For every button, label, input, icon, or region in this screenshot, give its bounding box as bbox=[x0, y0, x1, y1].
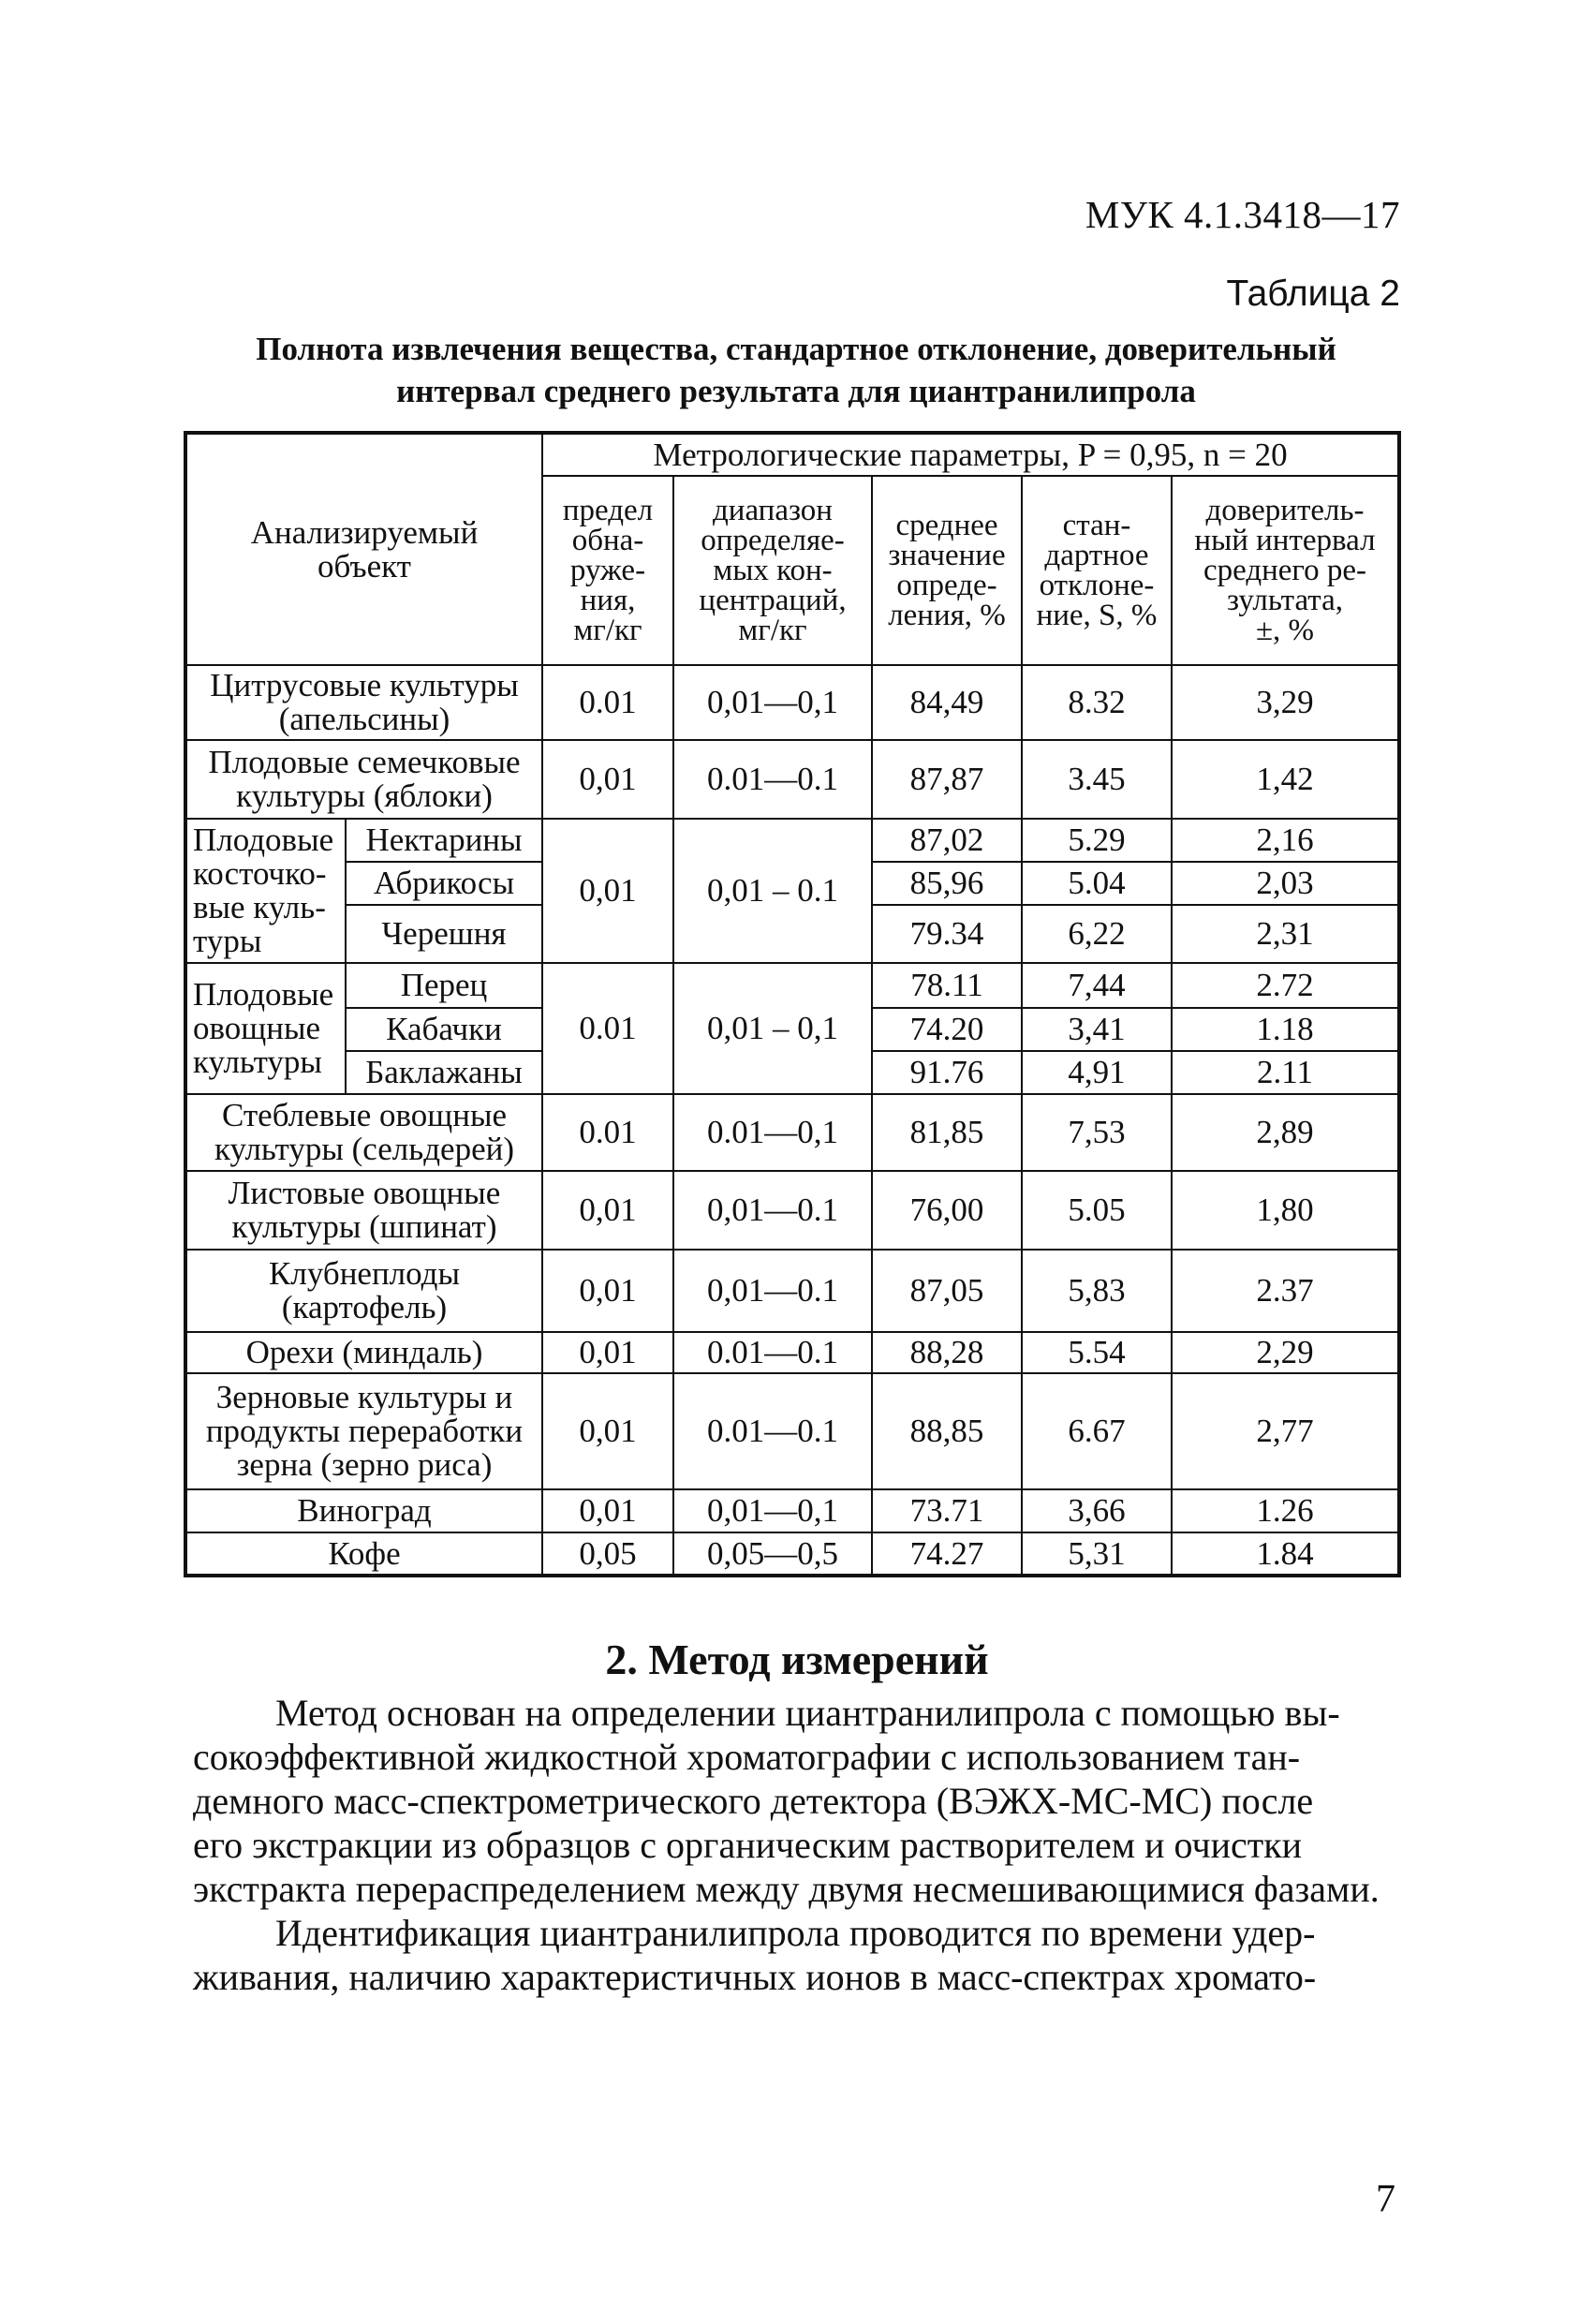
text-line: Метод основан на определении циантранилипрола с помощью вы- bbox=[275, 1692, 1340, 1734]
range-cell: 0,01 – 0.1 bbox=[673, 819, 872, 963]
sd-cell: 8.32 bbox=[1022, 665, 1172, 740]
ci-cell: 2.72 bbox=[1172, 963, 1399, 1008]
limit-cell: 0,01 bbox=[542, 819, 673, 963]
mean-cell: 88,28 bbox=[872, 1332, 1022, 1373]
text-line: живания, наличию характеристичных ионов в масс-спектрах хромато- bbox=[193, 1956, 1317, 1998]
object-cell: Виноград bbox=[185, 1489, 542, 1532]
sd-cell: 5.04 bbox=[1022, 862, 1172, 905]
mean-cell: 74.27 bbox=[872, 1532, 1022, 1576]
mean-cell: 74.20 bbox=[872, 1008, 1022, 1051]
ci-cell: 2,77 bbox=[1172, 1373, 1399, 1489]
sd-cell: 6,22 bbox=[1022, 905, 1172, 963]
sd-cell: 5.29 bbox=[1022, 819, 1172, 862]
object-cell: Зерновые культуры и продукты переработки зерна (зерно риса) bbox=[185, 1373, 542, 1489]
metrology-table bbox=[184, 431, 1401, 1577]
object-cell: Орехи (миндаль) bbox=[185, 1332, 542, 1373]
mean-cell: 87,02 bbox=[872, 819, 1022, 862]
paragraph-method bbox=[193, 1691, 1410, 1911]
range-cell: 0.01—0.1 bbox=[673, 1332, 872, 1373]
object-cell: Плодовые семечковые культуры (яблоки) bbox=[185, 740, 542, 819]
limit-cell: 0,05 bbox=[542, 1532, 673, 1576]
range-cell: 0,01—0,1 bbox=[673, 665, 872, 740]
range-cell: 0,01—0.1 bbox=[673, 1250, 872, 1332]
limit-cell: 0.01 bbox=[542, 665, 673, 740]
table-row bbox=[185, 665, 1399, 740]
subitem-cell: Абрикосы bbox=[346, 862, 542, 905]
text-line: экстракта перераспределением между двумя несмешивающимися фазами. bbox=[193, 1868, 1380, 1910]
range-cell: 0,05—0,5 bbox=[673, 1532, 872, 1576]
ci-cell: 1,42 bbox=[1172, 740, 1399, 819]
limit-cell: 0,01 bbox=[542, 1250, 673, 1332]
paragraph-identification bbox=[193, 1911, 1410, 1999]
mean-cell: 87,87 bbox=[872, 740, 1022, 819]
mean-cell: 73.71 bbox=[872, 1489, 1022, 1532]
subitem-cell: Баклажаны bbox=[346, 1051, 542, 1094]
text-line: демного масс-спектрометрического детектора (ВЭЖХ-МС-МС) после bbox=[193, 1780, 1314, 1822]
ci-cell: 1.26 bbox=[1172, 1489, 1399, 1532]
caption-line: интервал среднего результата для циантранилипрола bbox=[396, 373, 1196, 409]
text-line: Идентификация циантранилипрола проводится по времени удер- bbox=[275, 1912, 1316, 1954]
table-row bbox=[185, 1332, 1399, 1373]
range-cell: 0.01—0.1 bbox=[673, 740, 872, 819]
table-row bbox=[185, 963, 1399, 1008]
sd-cell: 3.45 bbox=[1022, 740, 1172, 819]
object-cell: Листовые овощные культуры (шпинат) bbox=[185, 1171, 542, 1250]
object-cell: Стеблевые овощные культуры (сельдерей) bbox=[185, 1094, 542, 1171]
text-line: сокоэффективной жидкостной хроматографии с использованием тан- bbox=[193, 1736, 1301, 1778]
limit-cell: 0,01 bbox=[542, 1171, 673, 1250]
group-header-cell: Метрологические параметры, P = 0,95, n = 20 bbox=[542, 433, 1399, 476]
table-row bbox=[185, 1489, 1399, 1532]
column-header-range: диапазон определяе- мых кон- центраций, мг/кг bbox=[673, 476, 872, 665]
range-cell: 0,01 – 0,1 bbox=[673, 963, 872, 1094]
table-row bbox=[185, 1373, 1399, 1489]
sd-cell: 6.67 bbox=[1022, 1373, 1172, 1489]
sd-cell: 3,66 bbox=[1022, 1489, 1172, 1532]
mean-cell: 88,85 bbox=[872, 1373, 1022, 1489]
ci-cell: 2,29 bbox=[1172, 1332, 1399, 1373]
subitem-cell: Черешня bbox=[346, 905, 542, 963]
sd-cell: 5.05 bbox=[1022, 1171, 1172, 1250]
ci-cell: 1,80 bbox=[1172, 1171, 1399, 1250]
ci-cell: 2.11 bbox=[1172, 1051, 1399, 1094]
limit-cell: 0,01 bbox=[542, 1332, 673, 1373]
limit-cell: 0,01 bbox=[542, 1373, 673, 1489]
ci-cell: 1.84 bbox=[1172, 1532, 1399, 1576]
mean-cell: 81,85 bbox=[872, 1094, 1022, 1171]
ci-cell: 2,03 bbox=[1172, 862, 1399, 905]
table-row bbox=[185, 819, 1399, 862]
ci-cell: 3,29 bbox=[1172, 665, 1399, 740]
mean-cell: 85,96 bbox=[872, 862, 1022, 905]
group-label-cell: Плодовые овощные культуры bbox=[185, 963, 346, 1094]
ci-cell: 2,31 bbox=[1172, 905, 1399, 963]
range-cell: 0.01—0.1 bbox=[673, 1373, 872, 1489]
ci-cell: 2,16 bbox=[1172, 819, 1399, 862]
sd-cell: 7,53 bbox=[1022, 1094, 1172, 1171]
mean-cell: 91.76 bbox=[872, 1051, 1022, 1094]
mean-cell: 84,49 bbox=[872, 665, 1022, 740]
table-row bbox=[185, 1532, 1399, 1576]
limit-cell: 0,01 bbox=[542, 1489, 673, 1532]
mean-cell: 87,05 bbox=[872, 1250, 1022, 1332]
range-cell: 0,01—0,1 bbox=[673, 1489, 872, 1532]
document-code: МУК 4.1.3418—17 bbox=[1085, 193, 1400, 236]
ci-cell: 2,89 bbox=[1172, 1094, 1399, 1171]
column-header-sd: стан- дартное отклоне- ние, S, % bbox=[1022, 476, 1172, 665]
section-heading: 2. Метод измерений bbox=[605, 1636, 989, 1683]
object-cell: Клубнеплоды (картофель) bbox=[185, 1250, 542, 1332]
table-header-row bbox=[185, 433, 1399, 476]
table-row bbox=[185, 1171, 1399, 1250]
sd-cell: 3,41 bbox=[1022, 1008, 1172, 1051]
object-cell: Кофе bbox=[185, 1532, 542, 1576]
subitem-cell: Нектарины bbox=[346, 819, 542, 862]
page-number: 7 bbox=[1376, 2178, 1395, 2221]
column-header-mean: среднее значение опреде- ления, % bbox=[872, 476, 1022, 665]
sd-cell: 5,31 bbox=[1022, 1532, 1172, 1576]
caption-line: Полнота извлечения вещества, стандартное отклонение, доверительный bbox=[256, 331, 1336, 367]
sd-cell: 7,44 bbox=[1022, 963, 1172, 1008]
table-caption bbox=[178, 328, 1414, 412]
sd-cell: 5.54 bbox=[1022, 1332, 1172, 1373]
mean-cell: 79.34 bbox=[872, 905, 1022, 963]
sd-cell: 5,83 bbox=[1022, 1250, 1172, 1332]
object-cell: Цитрусовые культуры (апельсины) bbox=[185, 665, 542, 740]
table-row bbox=[185, 1094, 1399, 1171]
ci-cell: 1.18 bbox=[1172, 1008, 1399, 1051]
ci-cell: 2.37 bbox=[1172, 1250, 1399, 1332]
mean-cell: 76,00 bbox=[872, 1171, 1022, 1250]
limit-cell: 0.01 bbox=[542, 963, 673, 1094]
range-cell: 0.01—0,1 bbox=[673, 1094, 872, 1171]
metrology-table-wrap bbox=[184, 431, 1401, 1577]
mean-cell: 78.11 bbox=[872, 963, 1022, 1008]
range-cell: 0,01—0.1 bbox=[673, 1171, 872, 1250]
text-line: его экстракции из образцов с органическим растворителем и очистки bbox=[193, 1824, 1303, 1866]
table-row bbox=[185, 1250, 1399, 1332]
table-label: Таблица 2 bbox=[1226, 274, 1400, 314]
object-header-cell: Анализируемый объект bbox=[185, 433, 542, 665]
sd-cell: 4,91 bbox=[1022, 1051, 1172, 1094]
subitem-cell: Кабачки bbox=[346, 1008, 542, 1051]
column-header-limit: предел обна- руже- ния, мг/кг bbox=[542, 476, 673, 665]
group-label-cell: Плодовые косточко- вые куль- туры bbox=[185, 819, 346, 963]
limit-cell: 0.01 bbox=[542, 1094, 673, 1171]
limit-cell: 0,01 bbox=[542, 740, 673, 819]
column-header-ci: доверитель- ный интервал среднего ре- зультата, ±, % bbox=[1172, 476, 1399, 665]
subitem-cell: Перец bbox=[346, 963, 542, 1008]
table-row bbox=[185, 740, 1399, 819]
